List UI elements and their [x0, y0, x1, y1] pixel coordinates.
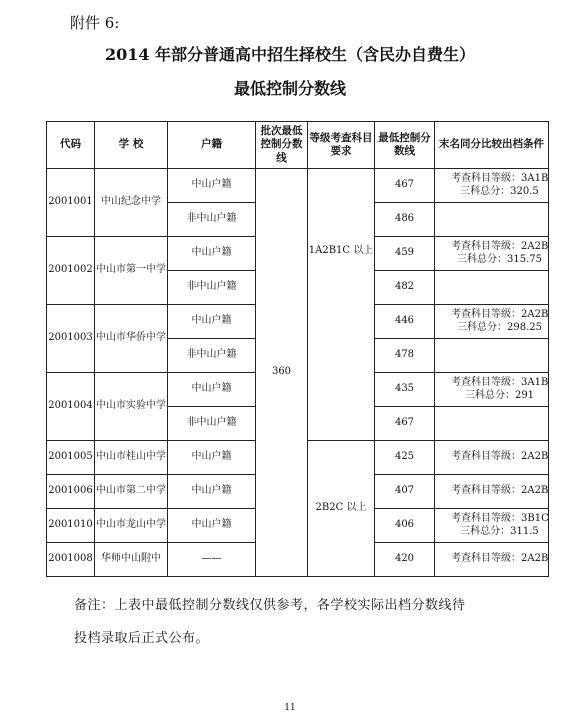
tiebreak-cell	[435, 407, 549, 441]
tiebreak-grade: 考查科目等级：2A2B	[451, 309, 549, 320]
header-grade-requirement: 等级考查科目要求	[308, 122, 375, 169]
table-row	[47, 169, 549, 203]
tiebreak-grade: 考查科目等级：2A2B	[451, 451, 549, 463]
school-name: 中山市龙山中学	[95, 509, 168, 543]
tiebreak-total: 三科总分：311.5	[460, 525, 539, 537]
huji-cell: 中山户籍	[168, 509, 256, 543]
tiebreak-cell	[435, 441, 549, 475]
huji-cell: 中山户籍	[168, 475, 256, 509]
document-title: 2014 年部分普通高中招生择校生（含民办自费生）	[104, 45, 476, 64]
min-score-cell: 482	[375, 271, 435, 305]
min-score-cell: 435	[375, 373, 435, 407]
school-code: 2001005	[47, 441, 95, 475]
huji-cell: ——	[168, 543, 256, 577]
tiebreak-cell	[435, 237, 549, 271]
document-subtitle: 最低控制分数线	[233, 79, 346, 98]
min-score-cell: 407	[375, 475, 435, 509]
tiebreak-total: 三科总分：315.75	[457, 253, 542, 265]
school-code: 2001003	[47, 305, 95, 373]
min-score-cell: 420	[375, 543, 435, 577]
school-name: 中山市实验中学	[95, 373, 168, 441]
school-name: 中山市第二中学	[95, 475, 168, 509]
score-table	[46, 121, 549, 577]
header-min-score: 最低控制分数线	[375, 122, 435, 169]
attachment-label: 附件 6:	[70, 14, 120, 32]
table-header-row	[47, 122, 549, 169]
huji-cell: 中山户籍	[168, 169, 256, 203]
tiebreak-total: 三科总分：291	[464, 389, 535, 401]
huji-cell: 非中山户籍	[168, 203, 256, 237]
note-line-2: 投档录取后正式公布。	[74, 631, 210, 646]
min-score-cell: 486	[375, 203, 435, 237]
school-code: 2001008	[47, 543, 95, 577]
huji-cell: 中山户籍	[168, 441, 256, 475]
school-name: 中山市华侨中学	[95, 305, 168, 373]
tiebreak-cell	[435, 475, 549, 509]
huji-cell: 中山户籍	[168, 237, 256, 271]
tiebreak-grade: 考查科目等级：3A1B	[451, 377, 549, 388]
huji-cell: 非中山户籍	[168, 407, 256, 441]
tiebreak-cell	[435, 543, 549, 577]
min-score-cell: 406	[375, 509, 435, 543]
tiebreak-grade: 考查科目等级：2A2B	[451, 553, 549, 565]
note-line-1: 备注：上表中最低控制分数线仅供参考，各学校实际出档分数线待	[74, 598, 466, 613]
school-name: 中山市桂山中学	[95, 441, 168, 475]
school-name: 华师中山附中	[95, 543, 168, 577]
min-score-cell: 446	[375, 305, 435, 339]
grade-requirement-cell-2: 2B2C 以上	[308, 441, 375, 577]
grade-requirement-text-1: 1A2B1C 以上	[308, 245, 374, 256]
school-code: 2001004	[47, 373, 95, 441]
header-tiebreak-condition: 末名同分比较出档条件	[435, 122, 549, 169]
min-score-cell: 467	[375, 169, 435, 203]
huji-cell: 非中山户籍	[168, 271, 256, 305]
batch-line-cell: 360	[256, 169, 308, 577]
school-name: 中山市第一中学	[95, 237, 168, 305]
tiebreak-grade: 考查科目等级：3A1B	[451, 173, 549, 184]
tiebreak-cell	[435, 203, 549, 237]
tiebreak-grade: 考查科目等级：2A2B	[451, 485, 549, 497]
school-name: 中山纪念中学	[95, 169, 168, 237]
tiebreak-cell	[435, 373, 549, 407]
school-code: 2001010	[47, 509, 95, 543]
huji-cell: 中山户籍	[168, 373, 256, 407]
huji-cell: 中山户籍	[168, 305, 256, 339]
tiebreak-cell	[435, 169, 549, 203]
min-score-cell: 478	[375, 339, 435, 373]
tiebreak-cell	[435, 339, 549, 373]
tiebreak-total: 三科总分：298.25	[457, 321, 542, 333]
min-score-cell: 459	[375, 237, 435, 271]
tiebreak-cell	[435, 271, 549, 305]
school-code: 2001001	[47, 169, 95, 237]
school-code: 2001002	[47, 237, 95, 305]
header-code: 代码	[47, 122, 95, 169]
school-code: 2001006	[47, 475, 95, 509]
tiebreak-grade: 考查科目等级：2A2B	[451, 241, 549, 252]
min-score-cell: 425	[375, 441, 435, 475]
header-huji: 户籍	[168, 122, 256, 169]
header-batch-line: 批次最低控制分数线	[256, 122, 308, 169]
huji-cell: 非中山户籍	[168, 339, 256, 373]
tiebreak-total: 三科总分：320.5	[460, 185, 539, 197]
tiebreak-cell	[435, 509, 549, 543]
grade-requirement-cell-1	[308, 169, 375, 441]
tiebreak-grade: 考查科目等级：3B1C	[451, 513, 549, 524]
min-score-cell: 467	[375, 407, 435, 441]
tiebreak-cell	[435, 305, 549, 339]
header-school: 学 校	[95, 122, 168, 169]
page-number: 11	[284, 703, 296, 713]
